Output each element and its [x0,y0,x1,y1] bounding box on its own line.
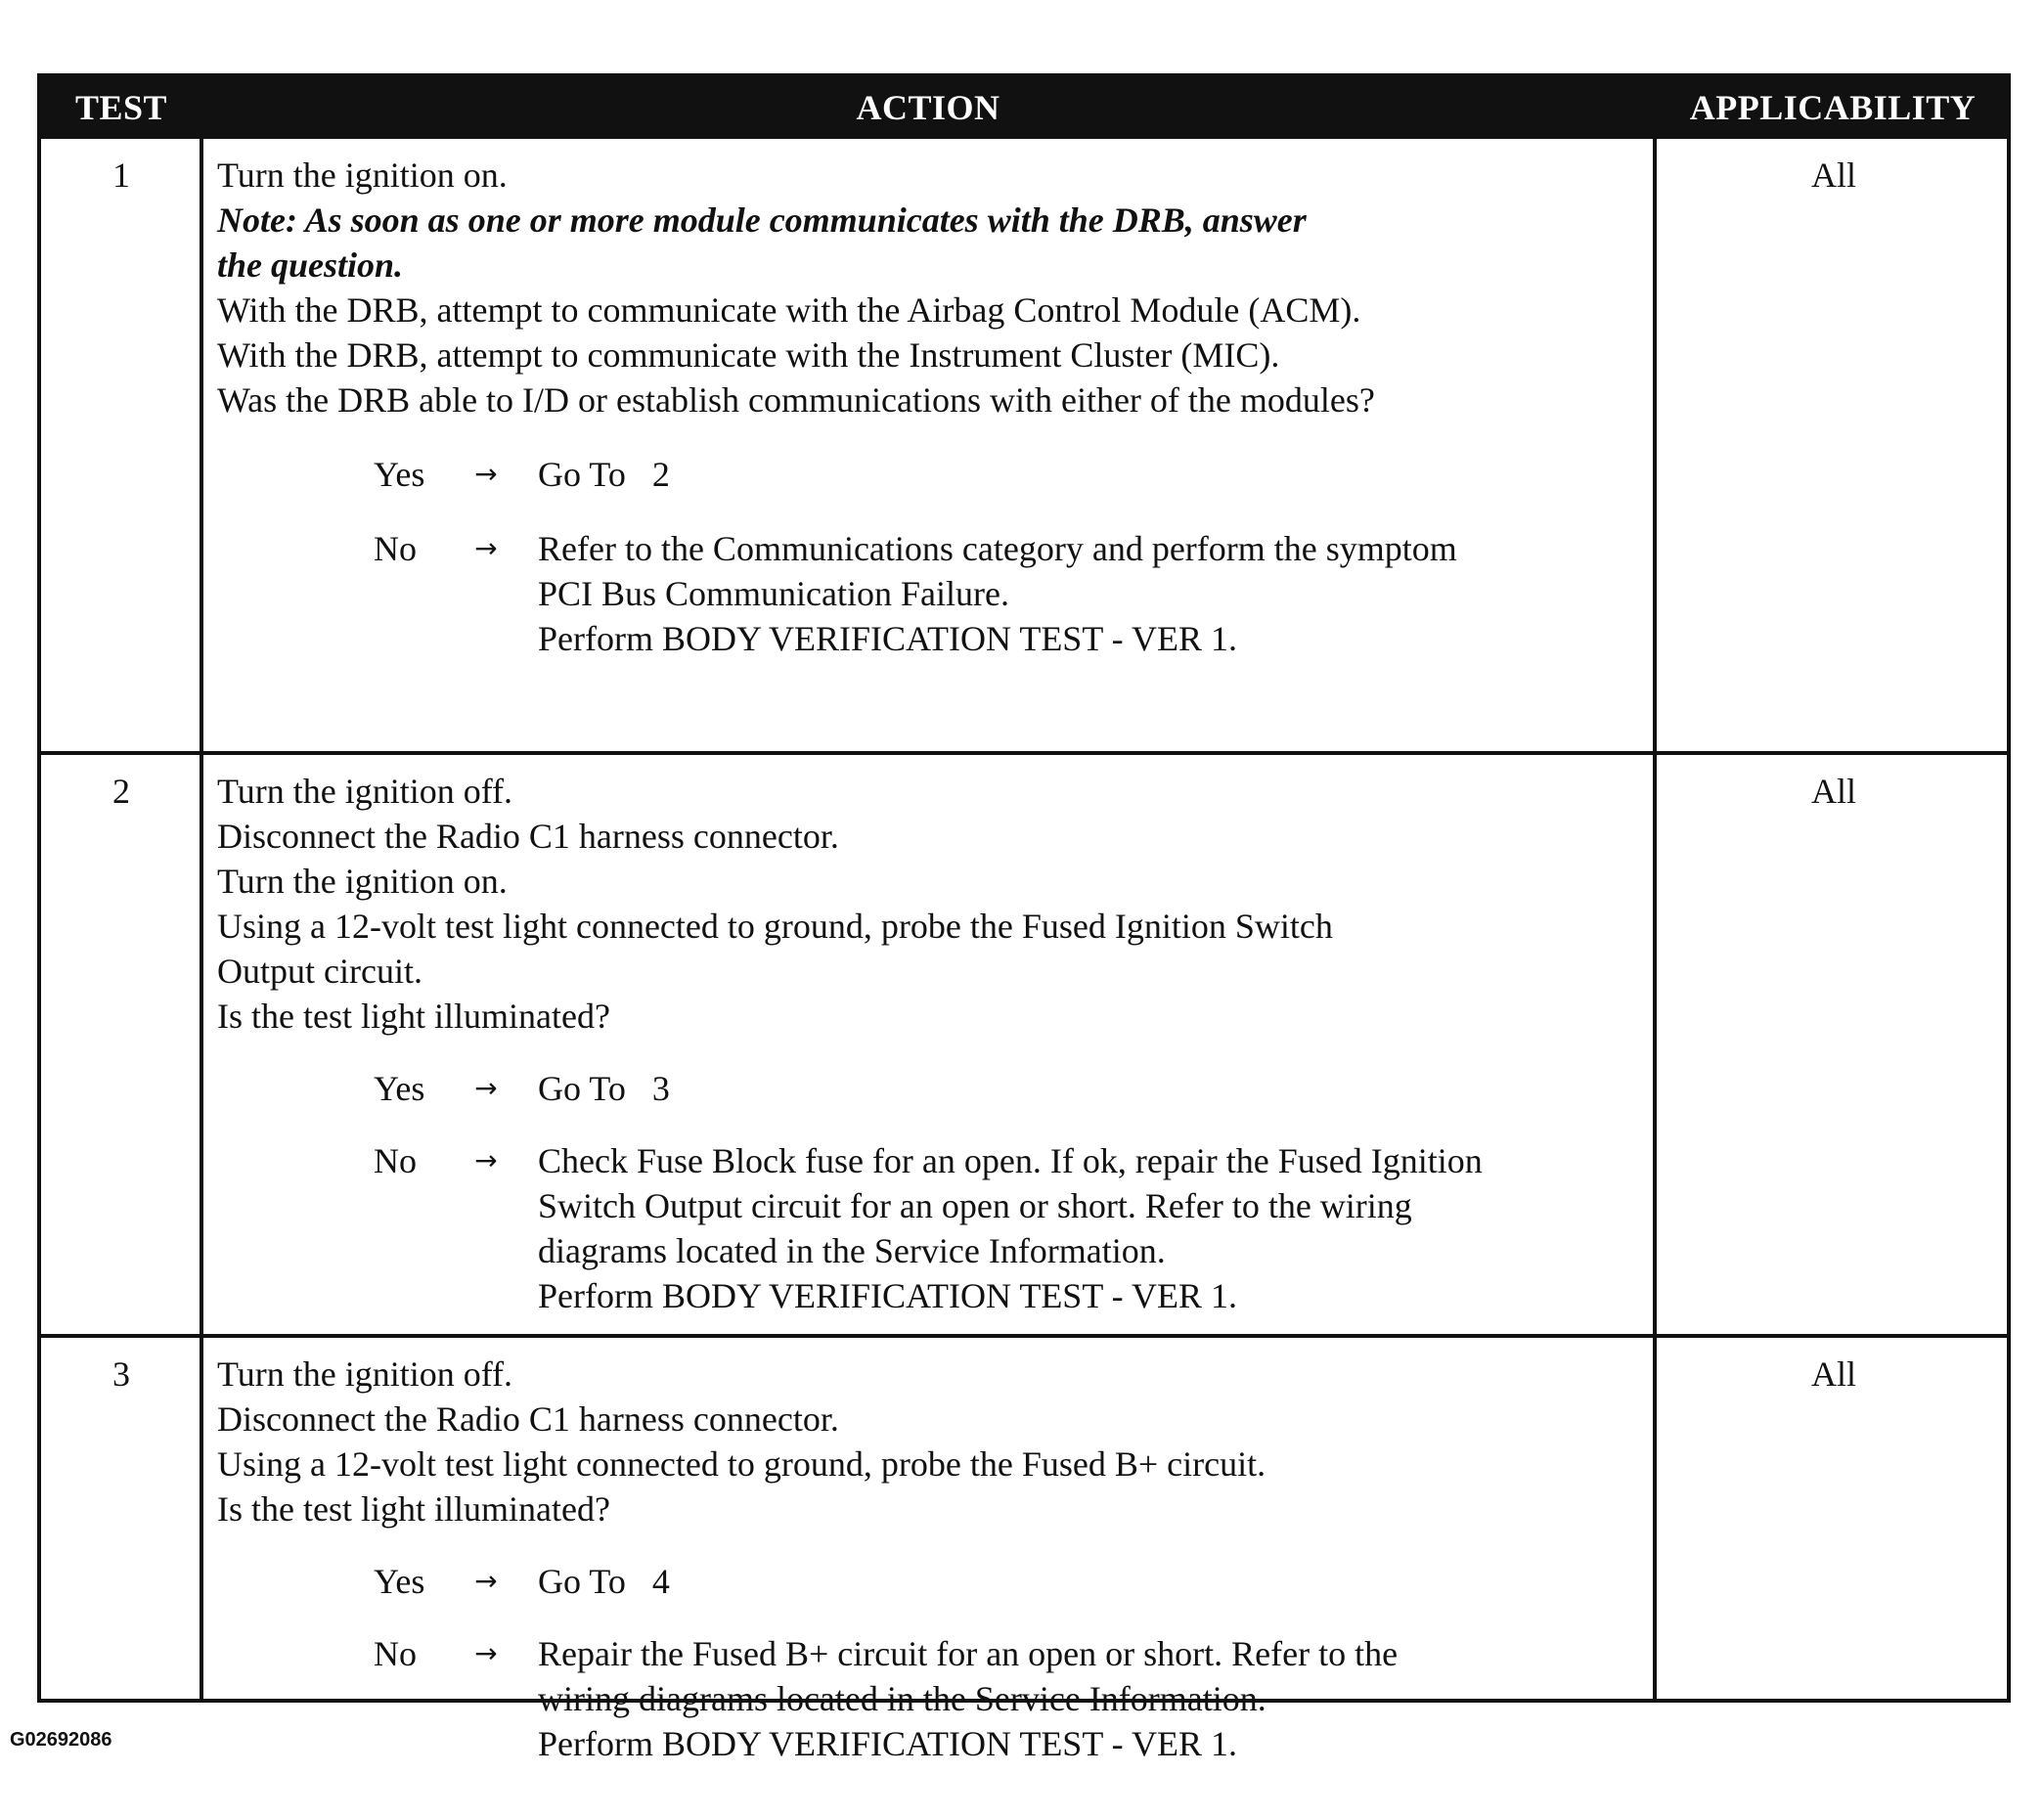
no-line: Perform BODY VERIFICATION TEST - VER 1. [538,1276,1238,1315]
table-header [41,77,2007,139]
header-test: TEST [74,88,168,127]
arrow-icon: → [474,1072,498,1104]
arrow-icon: → [474,532,498,564]
test-number: 2 [112,772,130,811]
header-action: ACTION [856,88,1000,127]
no-answer [217,1138,1643,1318]
action-line: Turn the ignition off. [217,772,513,811]
applicability-cell: All [1810,155,1856,195]
action-line: Is the test light illuminated? [217,1489,610,1529]
yes-text: Go To 3 [538,1069,670,1108]
no-answer [217,1631,1643,1766]
no-text [538,1631,1643,1766]
yes-answer [217,1066,1643,1111]
action-line: With the DRB, attempt to communicate with the Instrument Cluster (MIC). [217,335,1280,375]
action-line: With the DRB, attempt to communicate with the Airbag Control Module (ACM). [217,290,1361,330]
action-line: Turn the ignition on. [217,155,508,195]
no-text [538,1138,1643,1318]
action-line: Using a 12-volt test light connected to ground, probe the Fused Ignition Switch [217,907,1333,946]
no-line: Check Fuse Block fuse for an open. If ok, repair the Fused Ignition [538,1141,1483,1180]
no-label: No [374,1141,417,1180]
yes-label: Yes [374,455,425,494]
arrow-icon: → [474,1565,498,1597]
action-line: Using a 12-volt test light connected to ground, probe the Fused B+ circuit. [217,1444,1266,1484]
no-line: diagrams located in the Service Information. [538,1231,1166,1270]
action-line: Turn the ignition on. [217,862,508,901]
yes-answer [217,1559,1643,1604]
test-number: 1 [112,155,130,195]
note-line: the question. [217,245,404,285]
yes-answer [217,452,1643,497]
table-row [41,139,2007,751]
no-label: No [374,1634,417,1673]
arrow-icon: → [474,1144,498,1176]
no-line: PCI Bus Communication Failure. [538,574,1009,613]
no-text [538,526,1643,661]
action-cell [217,1352,1643,1766]
no-line: wiring diagrams located in the Service Information. [538,1679,1266,1718]
no-line: Refer to the Communications category and perform the symptom [538,529,1457,568]
action-line: Is the test light illuminated? [217,997,610,1036]
test-number: 3 [112,1354,130,1394]
applicability-cell: All [1810,772,1856,811]
action-cell [217,769,1643,1318]
table-row [41,755,2007,1334]
yes-label: Yes [374,1069,425,1108]
action-line: Was the DRB able to I/D or establish communications with either of the modules? [217,380,1375,420]
action-line: Disconnect the Radio C1 harness connector. [217,817,839,856]
no-line: Perform BODY VERIFICATION TEST - VER 1. [538,619,1238,658]
header-applicability: APPLICABILITY [1689,88,1977,127]
applicability-cell: All [1810,1354,1856,1394]
no-label: No [374,529,417,568]
figure-id: G02692086 [10,1729,112,1751]
arrow-icon: → [474,1637,498,1669]
no-answer [217,526,1643,661]
action-line: Turn the ignition off. [217,1354,513,1394]
yes-text: Go To 2 [538,455,670,494]
no-line: Repair the Fused B+ circuit for an open or short. Refer to the [538,1634,1399,1673]
action-cell [217,153,1643,661]
note-line: Note: As soon as one or more module communicates with the DRB, answer [217,200,1307,240]
action-line: Disconnect the Radio C1 harness connector. [217,1399,839,1439]
no-line: Perform BODY VERIFICATION TEST - VER 1. [538,1724,1238,1763]
yes-label: Yes [374,1562,425,1601]
yes-text: Go To 4 [538,1562,670,1601]
no-line: Switch Output circuit for an open or short. Refer to the wiring [538,1186,1412,1225]
arrow-icon: → [474,458,498,490]
action-line: Output circuit. [217,952,422,991]
